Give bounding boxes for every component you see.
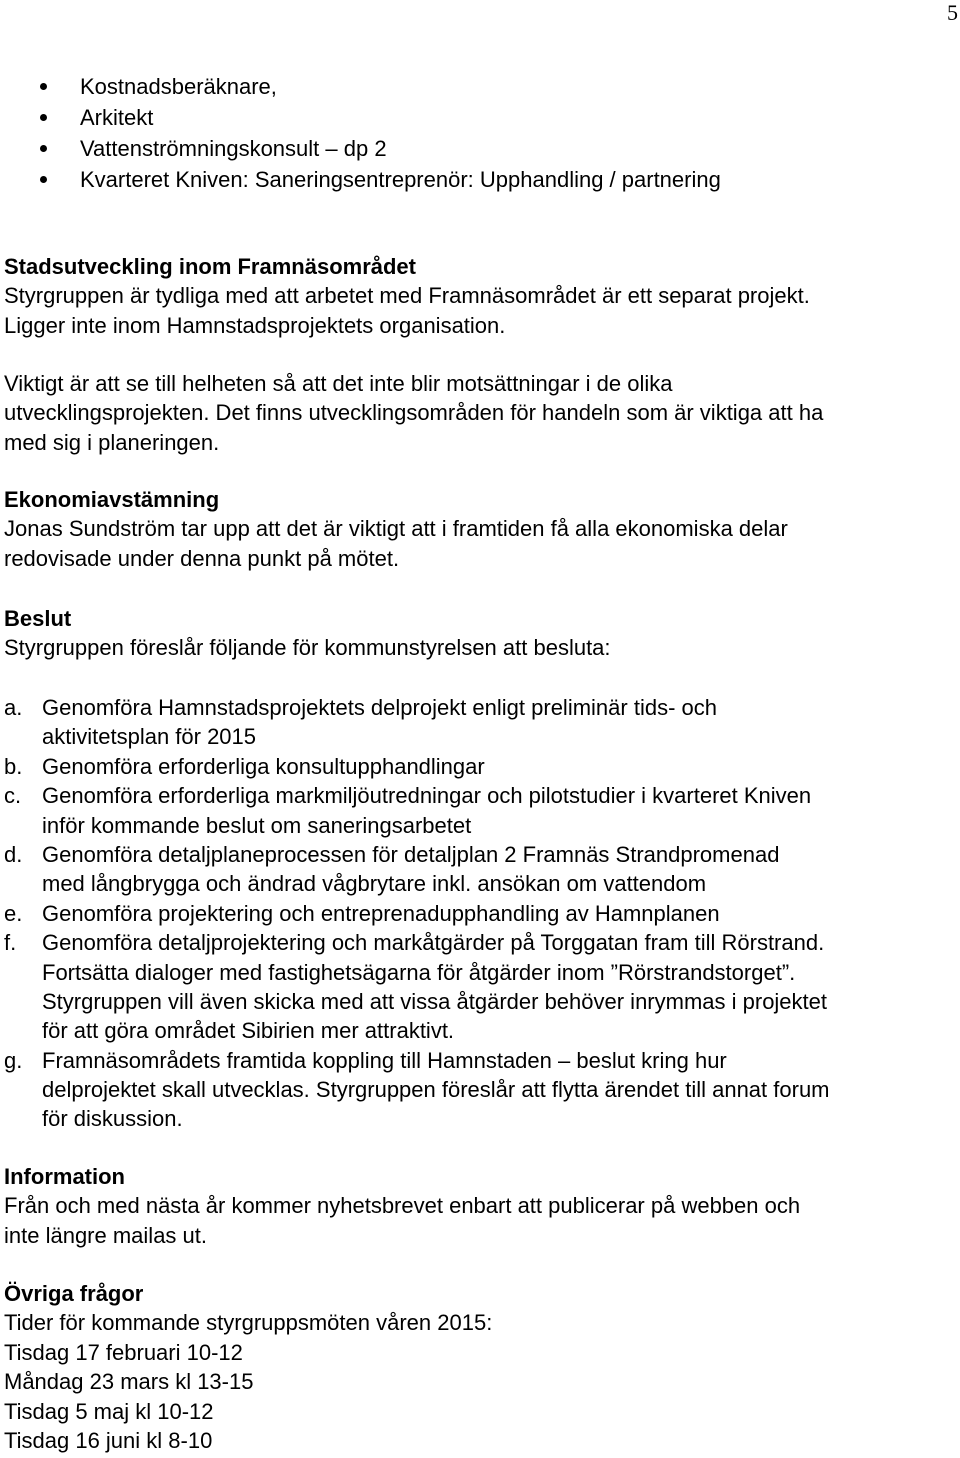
section-heading: Beslut <box>4 606 72 631</box>
item-letter: f. <box>4 930 17 956</box>
paragraph-line: Från och med nästa år kommer nyhetsbrevet enbart att publicerar på webben och <box>4 1193 801 1219</box>
decision-item-f <box>4 928 830 1046</box>
section-heading: Övriga frågor <box>4 1281 144 1306</box>
paragraph-line: Styrgruppen föreslår följande för kommunstyrelsen att besluta: <box>4 635 611 661</box>
paragraph-line: med sig i planeringen. <box>4 429 220 455</box>
item-line: Genomföra Hamnstadsprojektets delprojekt enligt preliminär tids- och <box>42 695 717 720</box>
item-line: inför kommande beslut om saneringsarbetet <box>42 812 472 838</box>
bullet-icon <box>40 83 47 90</box>
item-line: Genomföra detaljprojektering och markåtgärder på Torggatan fram till Rörstrand. <box>42 930 825 956</box>
bullet-icon <box>40 176 47 183</box>
bullet-text: Kvarteret Kniven: Saneringsentreprenör: Upphandling / partnering <box>80 167 721 192</box>
item-line: Fortsätta dialoger med fastighetsägarna för åtgärder inom ”Rörstrandstorget”. <box>42 959 796 985</box>
item-line: Genomföra projektering och entreprenadupphandling av Hamnplanen <box>42 900 720 926</box>
item-line: aktivitetsplan för 2015 <box>42 724 257 750</box>
list-item <box>0 102 721 133</box>
item-letter: g. <box>4 1047 23 1073</box>
item-letter: c. <box>4 783 22 809</box>
decision-item-d <box>4 840 830 899</box>
paragraph-line: Ligger inte inom Hamnstadsprojektets organisation. <box>4 312 506 338</box>
bullet-text: Vattenströmningskonsult – dp 2 <box>80 136 387 161</box>
section-stadsutveckling <box>4 252 960 340</box>
paragraph-line: redovisade under denna punkt på mötet. <box>4 545 400 571</box>
section-beslut <box>4 604 960 663</box>
decision-item-c <box>4 781 830 840</box>
item-line: för att göra området Sibirien mer attraktivt. <box>42 1018 455 1044</box>
decision-item-b <box>4 752 830 781</box>
bullet-text: Arkitekt <box>80 105 154 130</box>
list-item <box>0 133 721 164</box>
section-heading: Information <box>4 1164 125 1189</box>
meeting-date: Tisdag 16 juni kl 8-10 <box>4 1427 213 1453</box>
item-letter: a. <box>4 695 23 720</box>
paragraph-line: inte längre mailas ut. <box>4 1222 207 1248</box>
list-item <box>0 164 721 195</box>
paragraph-line: Styrgruppen är tydliga med att arbetet med Framnäsområdet är ett separat projekt. <box>4 283 810 309</box>
section-heading: Ekonomiavstämning <box>4 487 220 512</box>
decision-item-a <box>4 693 830 752</box>
bullet-text: Kostnadsberäknare, <box>80 74 277 99</box>
bullet-icon <box>40 114 47 121</box>
item-line: Genomföra erforderliga markmiljöutredningar och pilotstudier i kvarteret Kniven <box>42 783 812 809</box>
paragraph-line: Viktigt är att se till helheten så att det inte blir motsättningar i de olika <box>4 371 673 396</box>
item-line: Styrgruppen vill även skicka med att vissa åtgärder behöver inrymmas i projektet <box>42 988 828 1014</box>
meeting-date: Måndag 23 mars kl 13-15 <box>4 1369 254 1395</box>
item-line: med långbrygga och ändrad vågbrytare inkl. ansökan om vattendom <box>42 871 707 897</box>
section-heading: Stadsutveckling inom Framnäsområdet <box>4 254 416 279</box>
section-information <box>4 1162 960 1250</box>
meeting-date: Tisdag 5 maj kl 10-12 <box>4 1398 214 1424</box>
item-line: Genomföra erforderliga konsultupphandlingar <box>42 753 485 779</box>
decision-list <box>4 693 830 1134</box>
item-letter: d. <box>4 841 23 867</box>
item-letter: e. <box>4 900 23 926</box>
paragraph-line: Tider för kommande styrgruppsmöten våren 2015: <box>4 1310 493 1336</box>
item-line: Genomföra detaljplaneprocessen för detaljplan 2 Framnäs Strandpromenad <box>42 841 780 867</box>
item-line: delprojektet skall utvecklas. Styrgruppen föreslår att flytta ärendet till annat forum <box>42 1077 830 1103</box>
page-number: 5 <box>947 0 958 25</box>
decision-item-g <box>4 1046 830 1134</box>
list-item <box>0 71 721 102</box>
paragraph-line: utvecklingsprojekten. Det finns utvecklingsområden för handeln som är viktiga att ha <box>4 400 824 426</box>
item-line: för diskussion. <box>42 1106 183 1132</box>
paragraph-helheten <box>4 369 960 457</box>
section-ekonomiavstamning <box>4 485 960 573</box>
section-ovriga-fragor <box>4 1279 960 1455</box>
paragraph-line: Jonas Sundström tar upp att det är viktigt att i framtiden få alla ekonomiska delar <box>4 516 788 542</box>
meeting-date: Tisdag 17 februari 10-12 <box>4 1339 243 1365</box>
item-line: Framnäsområdets framtida koppling till Hamnstaden – beslut kring hur <box>42 1047 727 1073</box>
bullet-icon <box>40 145 47 152</box>
decision-item-e <box>4 899 830 928</box>
bullet-list <box>0 71 721 195</box>
item-letter: b. <box>4 753 23 779</box>
